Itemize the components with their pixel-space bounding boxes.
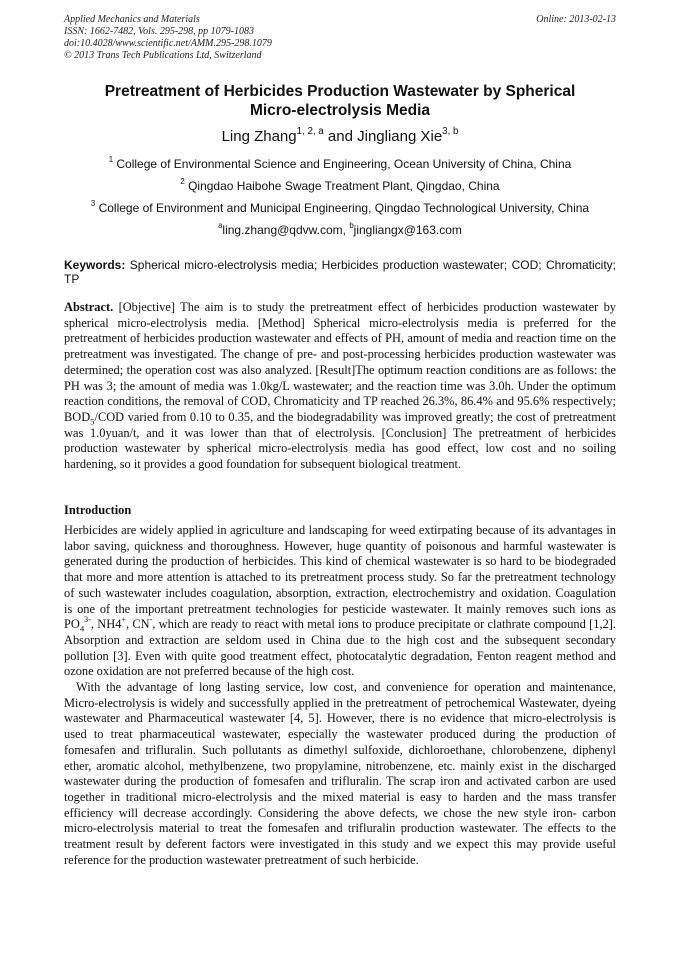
keywords-label: Keywords: bbox=[64, 258, 126, 272]
affiliation-2-text: Qingdao Haibohe Swage Treatment Plant, Qingdao, China bbox=[188, 179, 500, 193]
issn-line: ISSN: 1662-7482, Vols. 295-298, pp 1079-1083 bbox=[64, 26, 254, 37]
introduction-body bbox=[64, 523, 616, 868]
affiliation-1 bbox=[64, 157, 616, 171]
affiliation-1-text: College of Environmental Science and Engineering, Ocean University of China, China bbox=[116, 157, 572, 171]
email-a-sup: a bbox=[218, 221, 223, 231]
intro-p1-text-d: , which are ready to react with metal ions to produce precipitate or clathrate compound [1,2]. Absorption and extraction are seldom used in China due to the high cost and the subsequent secondary pollution [3]. Even with quite good treatment effect, photocatalytic degradation, Fenton reagent method and ozone oxidation are not preferred because of the high cost. bbox=[64, 617, 616, 679]
affiliation-2 bbox=[64, 179, 616, 193]
intro-paragraph-1 bbox=[64, 523, 616, 680]
journal-name: Applied Mechanics and Materials bbox=[64, 14, 200, 25]
affiliation-3 bbox=[64, 201, 616, 215]
paper-title bbox=[64, 82, 616, 120]
abstract-label: Abstract. bbox=[64, 300, 114, 314]
cn-superscript: - bbox=[149, 615, 153, 625]
keywords bbox=[64, 258, 616, 286]
abstract-text-1: [Objective] The aim is to study the pretreatment effect of herbicides production wastewater by spherical micro-electrolysis media. [Method] Spherical micro-electrolysis media is preferred for the pretreatment of herbicides production wastewater and effects of PH, amount of media and reaction time on the pretreatment was investigated. The change of pre- and post-processing herbicides production wastewater was determined; the operation cost was also analyzed. [Result]The optimum reaction conditions are as follows: the PH was 3; the amount of media was 1.0kg/L wastewater; and the reaction time was 3.0h. Under the optimum reaction conditions, the removal of COD, Chromaticity and TP reached 26.3%, 86.4% and 95.6% respectively; BOD bbox=[64, 300, 616, 424]
author-2-sup: 3, b bbox=[442, 126, 459, 138]
intro-p1-text-b: , NH4 bbox=[90, 617, 122, 632]
author-line bbox=[64, 127, 616, 147]
title-line-2: Micro-electrolysis Media bbox=[249, 102, 431, 119]
keywords-text: Spherical micro-electrolysis media; Herbicides production wastewater; COD; Chromaticity; TP bbox=[64, 258, 617, 286]
abstract-text-2: /COD varied from 0.10 to 0.35, and the biodegradability was improved greatly; the cost of pretreatment was 1.0yuan/t, and it was lower than that of electrolysis. [Conclusion] The pretreatment of herbicides production wastewater by spherical micro-electrolysis media has good effect, low cost and no soiling hardening, so it provides a good foundation for subsequent biological treatment. bbox=[64, 409, 616, 472]
journal-header bbox=[64, 14, 616, 62]
email-b-sup: b bbox=[349, 221, 354, 231]
author-2: Jingliang Xie bbox=[357, 128, 443, 145]
online-date: Online: 2013-02-13 bbox=[536, 14, 616, 25]
nh4-superscript: + bbox=[121, 615, 126, 625]
intro-p1-text-a: Herbicides are widely applied in agriculture and landscaping for weed extirpating because of its advantages in labor saving, quickness and thoroughness. However, huge quantity of poisonous and harmful wastewater is generated during the production of herbicides. This kind of chemical wastewater is so hard to be biodegraded that more and more attention is attached to its pretreatment process study. So far the pretreatment technology of such wastewater includes coagulation, absorption, extraction, electrochemistry and oxidation. Coagulation is one of the important pretreatment technologies for pesticide wastewater. It mainly removes such ions as PO bbox=[64, 523, 616, 632]
bod-subscript: 5 bbox=[90, 416, 95, 427]
affiliation-1-num: 1 bbox=[108, 155, 114, 165]
po4-subscript: 4 bbox=[79, 623, 85, 634]
section-heading-introduction: Introduction bbox=[64, 503, 132, 517]
affiliation-3-num: 3 bbox=[90, 199, 96, 209]
author-conjunction: and bbox=[323, 128, 358, 145]
email-line bbox=[64, 223, 616, 237]
po4-superscript: 3- bbox=[84, 615, 91, 625]
email-b[interactable]: jingliangx@163.com bbox=[353, 223, 462, 237]
author-1: Ling Zhang bbox=[221, 128, 297, 145]
abstract bbox=[64, 300, 616, 473]
email-a[interactable]: ling.zhang@qdvw.com, bbox=[222, 223, 350, 237]
author-1-sup: 1, 2, a bbox=[296, 126, 324, 138]
doi-line: doi:10.4028/www.scientific.net/AMM.295-298.1079 bbox=[64, 38, 272, 49]
intro-paragraph-2: With the advantage of long lasting service, low cost, and convenience for operation and maintenance, Micro-electrolysis is widely and successfully applied in the pretreatment of petrochemical Wastewater, dyeing wastewater and Pharmaceutical wastewater [4, 5]. However, there is no evidence that micro-electrolysis is used to treat pharmaceutical wastewater, especially the wastewater produced during the production of fomesafen and trifluralin. Such pollutants as dimethyl sulfoxide, dichloroethane, chlorobenzene, diphenyl ether, aromatic alcohol, methylbenzene, two propylamine, nitrobenzene, etc. mainly exist in the discharged wastewater during the production of fomesafen and trifluralin. The scrap iron and activated carbon are used together in traditional micro-electrolysis and the mixed material is easy to harden and the mass transfer efficiency will decrease accordingly. Considering the above defects, we chose the new style iron- carbon micro-electrolysis material to treat the fomesafen and trifluralin production wastewater. The effects to the treatment result by deferent factors were investigated in this study and we expect this may provide useful reference for the production wastewater pretreatment of such herbicide. bbox=[64, 680, 616, 867]
intro-p1-text-c: , CN bbox=[125, 617, 150, 632]
copyright-line: © 2013 Trans Tech Publications Ltd, Switzerland bbox=[64, 50, 262, 61]
affiliation-3-text: College of Environment and Municipal Engineering, Qingdao Technological University, China bbox=[98, 201, 590, 215]
title-line-1: Pretreatment of Herbicides Production Wastewater by Spherical bbox=[104, 83, 576, 100]
affiliation-2-num: 2 bbox=[180, 177, 185, 187]
